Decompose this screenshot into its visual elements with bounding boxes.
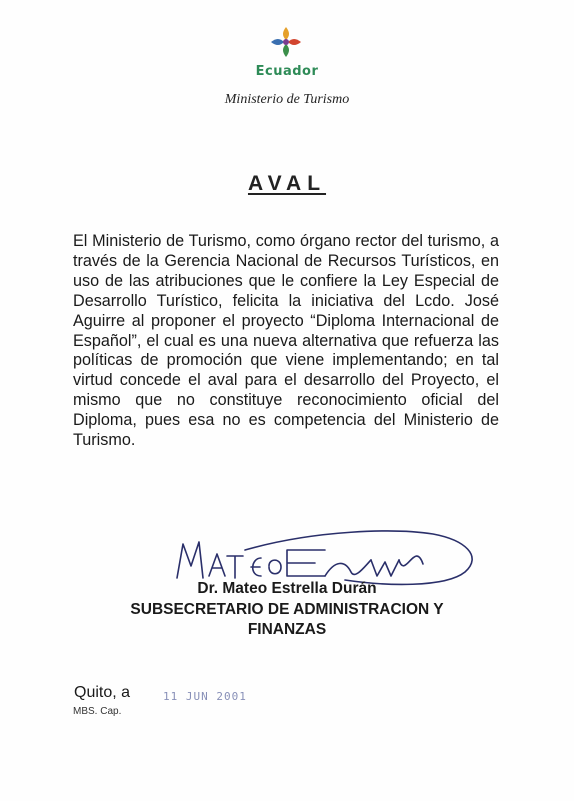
ministry-name: Ministerio de Turismo	[224, 92, 350, 107]
document-title-text: AVAL	[247, 172, 327, 195]
logo-wordmark: Ecuador	[255, 64, 319, 79]
reference-initials: MBS. Cap.	[73, 706, 122, 717]
document-title	[0, 172, 574, 196]
date-stamp: 11 JUN 2001	[163, 690, 247, 703]
body-paragraph: El Ministerio de Turismo, como órgano rector del turismo, a través de la Gerencia Nacional de Recursos Turísticos, en uso de las atribuciones que le confiere la Ley Especial de Desarrollo Turístico, felicita la iniciativa del Lcdo. José Aguirre al proponer el proyecto “Diploma Internacional de Español”, el cual es una nueva alternativa que refuerza las políticas de promoción que viene implementando; en tal virtud concede el aval para el desarrollo del Proyecto, el mismo que no constituye reconocimiento oficial del Diploma, pues esa no es competencia del Ministerio de Turismo.	[73, 232, 499, 450]
place-line: Quito, a	[74, 684, 131, 701]
signatory-name: Dr. Mateo Estrella Durán	[197, 580, 377, 597]
signatory-title: SUBSECRETARIO DE ADMINISTRACION Y FINANZAS	[130, 601, 444, 638]
ecuador-logo-icon	[268, 24, 304, 60]
